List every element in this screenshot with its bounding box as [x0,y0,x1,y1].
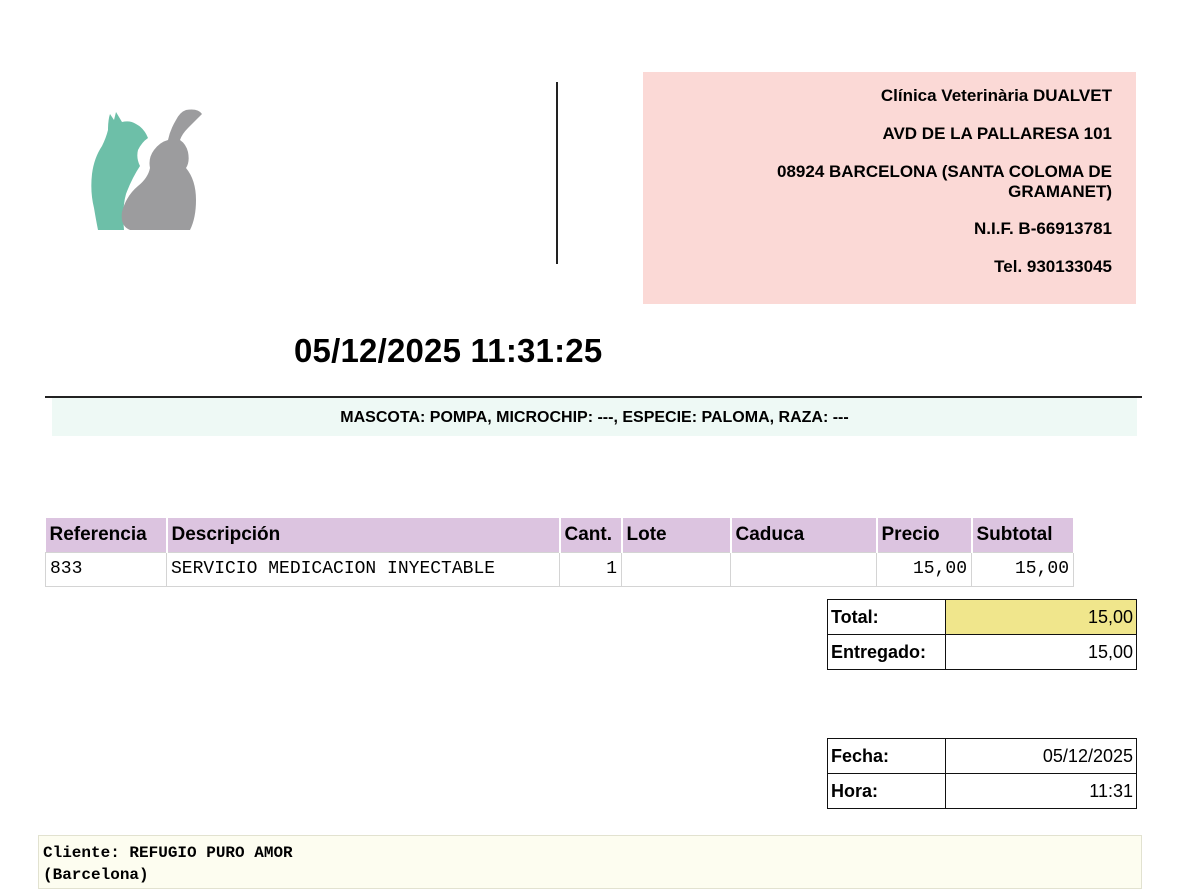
header-divider [556,82,558,264]
totals-table [827,599,1137,670]
cell-lot [622,552,731,586]
date-time-table [827,738,1137,809]
time-value: 11:31 [946,774,1137,809]
time-row [828,774,1137,809]
delivered-row [828,635,1137,670]
col-header-ref: Referencia [46,518,167,552]
cell-desc: SERVICIO MEDICACION INYECTABLE [167,552,560,586]
clinic-info-box [643,72,1136,304]
total-value: 15,00 [946,600,1137,635]
cell-ref: 833 [46,552,167,586]
clinic-name: Clínica Veterinària DUALVET [880,86,1112,105]
delivered-label: Entregado: [828,635,946,670]
total-row [828,600,1137,635]
table-row [46,552,1074,586]
ticket-datetime: 05/12/2025 11:31:25 [294,332,603,369]
col-header-subtotal: Subtotal [972,518,1074,552]
col-header-expiry: Caduca [731,518,877,552]
client-location: (Barcelona) [43,866,149,884]
cell-price: 15,00 [877,552,972,586]
items-table [45,518,1075,587]
client-box [38,835,1142,889]
client-name: Cliente: REFUGIO PURO AMOR [43,844,293,862]
date-label: Fecha: [828,739,946,774]
clinic-phone: Tel. 930133045 [994,257,1112,276]
pet-info-band: MASCOTA: POMPA, MICROCHIP: ---, ESPECIE: PALOMA, RAZA: --- [52,398,1137,436]
items-table-header [46,518,1074,552]
cell-qty: 1 [560,552,622,586]
col-header-lot: Lote [622,518,731,552]
cell-expiry [731,552,877,586]
delivered-value: 15,00 [946,635,1137,670]
col-header-desc: Descripción [167,518,560,552]
time-label: Hora: [828,774,946,809]
date-row [828,739,1137,774]
clinic-nif: N.I.F. B-66913781 [974,219,1112,238]
cell-subtotal: 15,00 [972,552,1074,586]
date-value: 05/12/2025 [946,739,1137,774]
cat-and-rabbit-logo-icon [86,108,208,236]
col-header-price: Precio [877,518,972,552]
col-header-qty: Cant. [560,518,622,552]
total-label: Total: [828,600,946,635]
clinic-address-1: AVD DE LA PALLARESA 101 [882,124,1112,143]
clinic-address-2: 08924 BARCELONA (SANTA COLOMA DE GRAMANET) [777,162,1112,201]
